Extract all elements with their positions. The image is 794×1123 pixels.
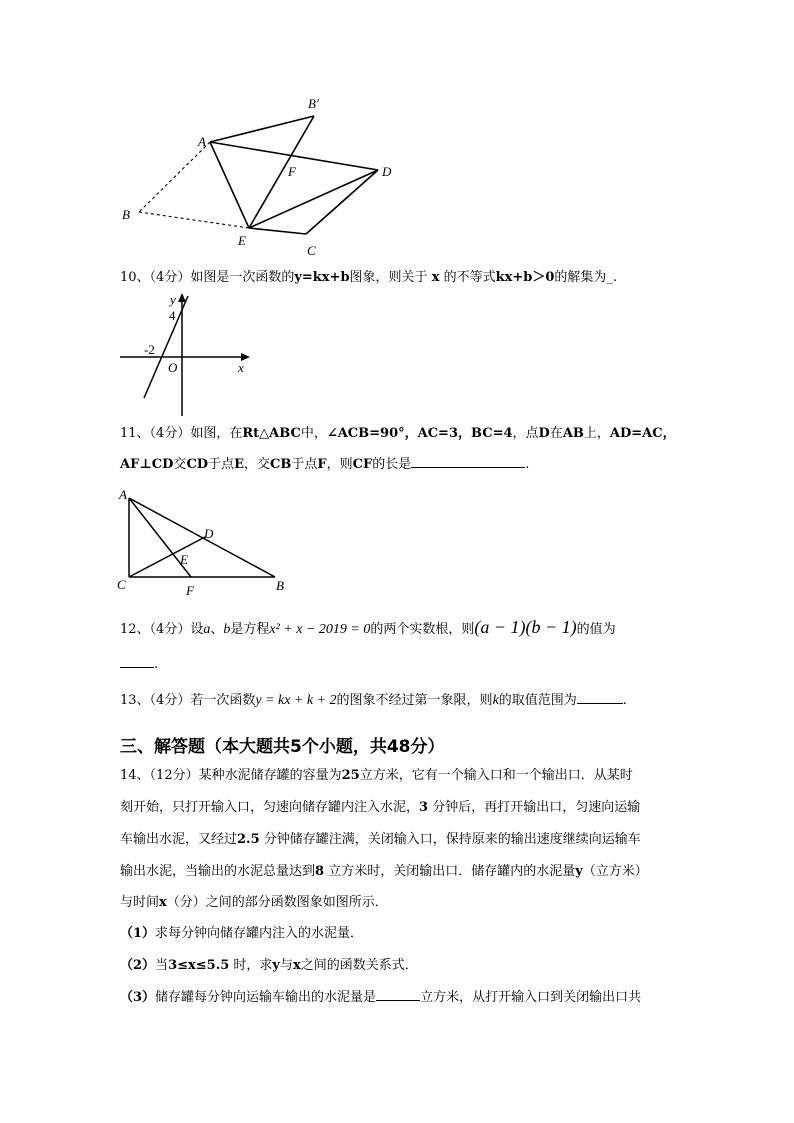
q9-geometry-figure — [110, 92, 410, 262]
q10-linear-graph — [118, 292, 258, 418]
q13-text: 13、（4分）若一次函数y = kx + k + 2的图象不经过第一象限，则k的取值范围为 . — [120, 693, 627, 708]
q12-answer-blank[interactable] — [120, 655, 154, 668]
q10-answer-blank[interactable]: _ — [606, 270, 613, 285]
q14-paragraph-line-3: 车输出水泥，又经过2.5 分钟储存罐注满，关闭输入口，保持原来的输出速度继续向运输车 — [120, 832, 641, 847]
q11-label-e: E — [180, 552, 188, 567]
q11-text-line-2: AF⊥CD交CD于点E，交CB于点F，则CF的长是 . — [120, 457, 530, 472]
q10-graph-y-tick: 4 — [169, 308, 176, 323]
q11-label-d: D — [204, 526, 214, 541]
q10-graph-y-label: y — [170, 292, 176, 307]
fig9-label-c: C — [307, 243, 316, 258]
q11-label-b: B — [276, 578, 284, 593]
q14-sub-question-1: （1）求每分钟向储存罐内注入的水泥量． — [120, 926, 364, 941]
q12-answer-line: . — [120, 655, 158, 675]
q10-graph-x-tick: -2 — [144, 342, 155, 357]
q11-answer-blank[interactable] — [411, 455, 525, 468]
q14-paragraph-line-5: 与时间x（分）之间的部分函数图象如图所示． — [120, 895, 388, 910]
fig9-label-d: D — [382, 164, 392, 179]
q14-paragraph-line-1: 14、（12分）某种水泥储存罐的容量为25立方米，它有一个输入口和一个输出口．从某时 — [120, 768, 633, 783]
q11-triangle-figure — [116, 486, 296, 598]
q14-answer-blank[interactable] — [376, 988, 420, 1001]
fig9-label-b: B — [122, 207, 130, 222]
fig9-label-a: A — [198, 134, 206, 149]
q12-text: 12、（4分）设a、b是方程x² + x − 2019 = 0的两个实数根，则(a − 1)(b − 1)的值为 — [120, 617, 616, 637]
q14-sub-question-3: （3）储存罐每分钟向运输车输出的水泥量是 立方米，从打开输入口到关闭输出口共 — [120, 990, 642, 1005]
q11-label-f: F — [186, 583, 194, 598]
section-3-heading: 三、解答题（本大题共5个小题，共48分） — [120, 737, 445, 757]
q14-sub-question-2: （2）当3≤x≤5.5 时，求y与x之间的函数关系式． — [120, 958, 418, 973]
fig9-label-b-prime: B′ — [308, 96, 319, 111]
q10-graph-origin: O — [168, 360, 178, 375]
fig9-label-e: E — [238, 233, 246, 248]
fig9-label-f: F — [288, 164, 296, 179]
q10-text: 10、（4分）如图是一次函数的y=kx+b图象，则关于 x 的不等式kx+b＞0的解集为_. — [120, 270, 618, 285]
q14-paragraph-line-4: 输出水泥，当输出的水泥总量达到8 立方米时，关闭输出口．储存罐内的水泥量y（立方米） — [120, 864, 648, 879]
q13-answer-blank[interactable] — [577, 691, 623, 704]
q11-label-c: C — [117, 577, 126, 592]
q11-label-a: A — [119, 487, 127, 502]
q14-paragraph-line-2: 刻开始，只打开输入口，匀速向储存罐内注入水泥，3 分钟后，再打开输出口，匀速向运输 — [120, 800, 641, 815]
q11-text-line-1: 11、（4分）如图，在Rt△ABC中，∠ACB=90°，AC=3，BC=4，点D在AB上，AD=AC， — [120, 426, 676, 441]
q10-graph-x-label: x — [238, 360, 244, 375]
